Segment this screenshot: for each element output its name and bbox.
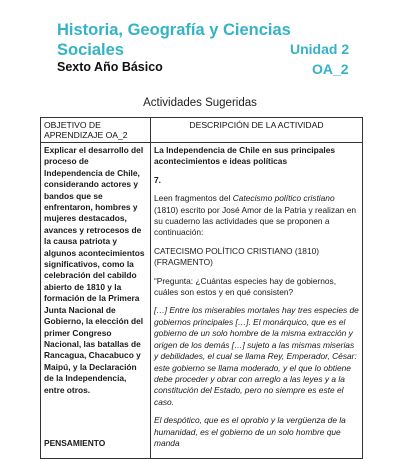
- section-title: Actividades Sugeridas: [143, 97, 257, 109]
- source-answer-2: El despótico, que es el oprobio y la vergüenza de la humanidad, es el gobierno de un solo hombre que manda: [154, 415, 346, 448]
- unit-label: Unidad 2: [290, 41, 350, 57]
- source-question: “Pregunta: ¿Cuántas especies hay de gobiernos, cuáles son estos y en qué consisten?: [154, 275, 337, 298]
- source-answer-1: […] Entre los miserables mortales hay tres especies de gobiernos principales […]. El monárquico, que es el gobierno de un solo hombre de la misma extracción y origen de los demás […] sujeto a las mismas miserias y debilidades, el cual se llama Rey, Emperador, César: este gobierno se llama moderado, y el que lo obtiene debe proceder y obrar con arreglo a las leyes y a la constitución del Estado, pero no siempre es este el caso.: [154, 305, 359, 407]
- activity-table: [40, 117, 363, 459]
- objective-text: Explicar el desarrollo del proceso de Independencia de Chile, considerando actores y bandos que se enfrentaron, hombres y mujeres destacados, avances y retrocesos de la causa patriota y algunos acontecimientos significativos, como la celebración del cabildo abierto de 1810 y la formación de la Primera Junta Nacional de Gobierno, la elección del primer Congreso Nacional, las batallas de Rancagua, Chacabuco y Maipú, y la Declaración de la Independencia, entre otros.: [44, 145, 145, 395]
- grade-label: Sexto Año Básico: [57, 60, 163, 74]
- description-column-header: DESCRIPCIÓN DE LA ACTIVIDAD: [151, 118, 363, 143]
- activity-instruction: Leen fragmentos del Catecismo político cristiano (1810) escrito por José Amor de la Patria y realizan en su cuaderno las actividades que se proponen a continuación:: [154, 193, 357, 238]
- objective-cell: [41, 143, 151, 459]
- source-title: CATECISMO POLÍTICO CRISTIANO (1810) (FRAGMENTO): [154, 245, 320, 268]
- skill-heading: PENSAMIENTO: [44, 437, 106, 448]
- activity-number: 7.: [154, 174, 161, 185]
- oa-code: OA_2: [312, 61, 349, 77]
- catechism-title: Catecismo político cristiano: [232, 193, 335, 204]
- activity-title: La Independencia de Chile en sus principales acontecimientos e ideas políticas: [154, 145, 336, 167]
- table-header-row: [41, 118, 363, 143]
- description-cell: [151, 143, 363, 459]
- subject-title: Historia, Geografía y Ciencias Sociales: [57, 21, 291, 59]
- objective-column-header: OBJETIVO DE APRENDIZAJE OA_2: [41, 118, 151, 143]
- table-row: [41, 143, 363, 459]
